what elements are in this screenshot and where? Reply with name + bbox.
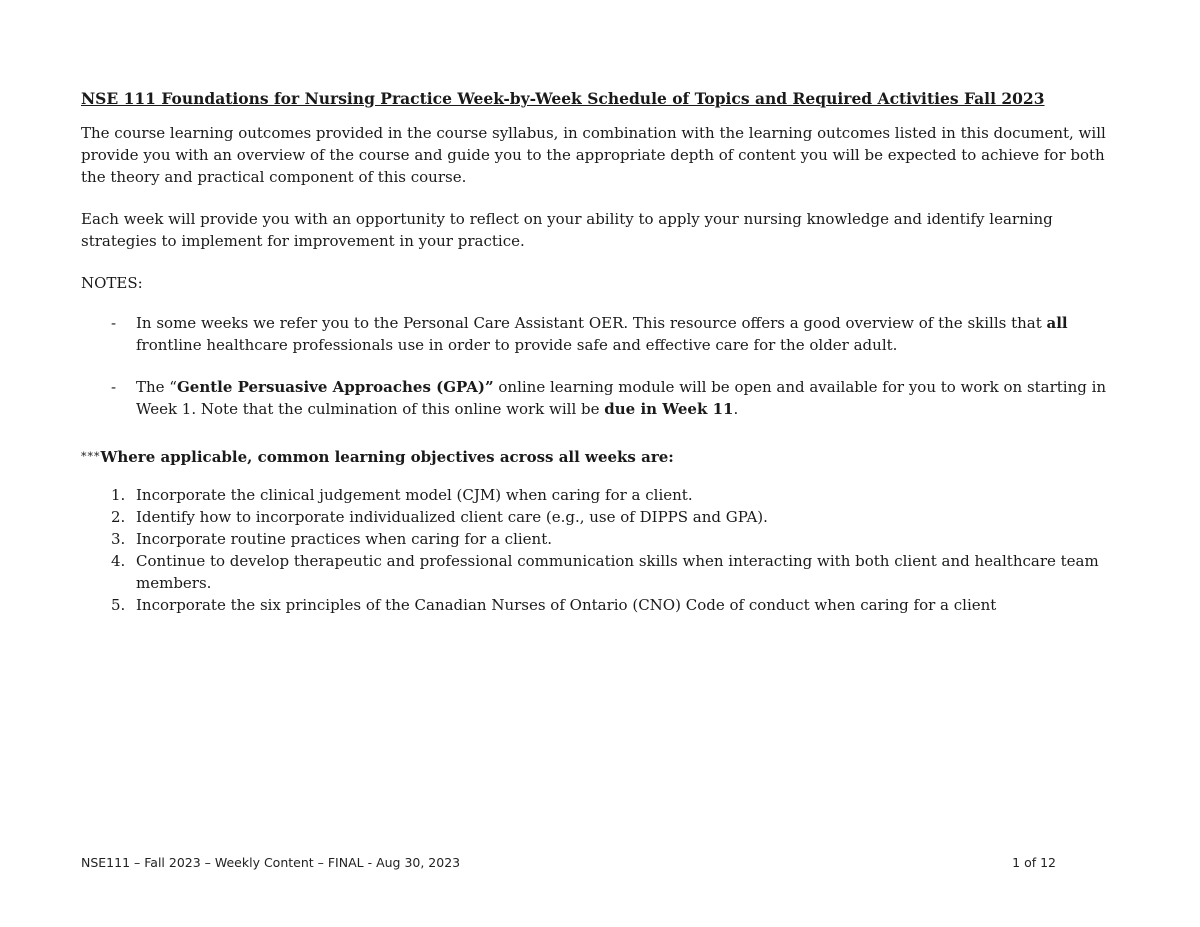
objective-item — [81, 550, 1121, 594]
objective-number: 5. — [111, 596, 126, 614]
objective-number: 3. — [111, 530, 126, 548]
document-page — [81, 88, 1121, 616]
note-emphasis: due in Week 11 — [604, 400, 734, 418]
list-dash-marker: - — [111, 314, 117, 332]
objective-number: 4. — [111, 552, 126, 570]
list-dash-marker: - — [111, 378, 117, 396]
note-item — [81, 312, 1121, 356]
objectives-heading — [81, 446, 1121, 468]
objectives-stars: *** — [81, 450, 101, 463]
note-text: online learning module will be open and available for you to work on starting in Week 1. Note that the culmination of this online work will be — [136, 378, 1107, 418]
notes-label: NOTES: — [81, 274, 143, 292]
page-footer — [81, 855, 1056, 870]
page-number: 1 of 12 — [1012, 855, 1056, 870]
document-title: NSE 111 Foundations for Nursing Practice Week-by-Week Schedule of Topics and Required Activities Fall 2023 — [81, 89, 1045, 108]
notes-list — [81, 312, 1121, 420]
intro-paragraph-2: Each week will provide you with an opportunity to reflect on your ability to apply your nursing knowledge and identify learning strategies to implement for improvement in your practice. — [81, 210, 1053, 250]
note-emphasis: all — [1046, 314, 1068, 332]
objective-number: 1. — [111, 486, 126, 504]
note-text: . — [733, 400, 739, 418]
objective-item — [81, 594, 1121, 616]
objective-text: Continue to develop therapeutic and professional communication skills when interacting with both client and healthcare team members. — [136, 552, 1099, 592]
objective-text: Incorporate routine practices when caring for a client. — [136, 530, 552, 548]
objective-item — [81, 506, 1121, 528]
objective-text: Identify how to incorporate individualized client care (e.g., use of DIPPS and GPA). — [136, 508, 768, 526]
objective-item — [81, 528, 1121, 550]
objective-text: Incorporate the six principles of the Canadian Nurses of Ontario (CNO) Code of conduct when caring for a client — [136, 596, 997, 614]
objectives-list — [81, 484, 1121, 616]
objective-text: Incorporate the clinical judgement model (CJM) when caring for a client. — [136, 486, 693, 504]
note-item — [81, 376, 1121, 420]
note-text: In some weeks we refer you to the Personal Care Assistant OER. This resource offers a good overview of the skills that — [136, 314, 1047, 332]
intro-paragraph-1: The course learning outcomes provided in the course syllabus, in combination with the learning outcomes listed in this document, will provide you with an overview of the course and guide you to the appropriate depth of content you will be expected to achieve for both the theory and practical component of this course. — [81, 124, 1106, 186]
objectives-heading-text: Where applicable, common learning objectives across all weeks are: — [100, 448, 674, 466]
note-text: frontline healthcare professionals use in order to provide safe and effective care for the older adult. — [136, 336, 898, 354]
objective-item — [81, 484, 1121, 506]
note-text: The “ — [136, 378, 177, 396]
footer-document-info: NSE111 – Fall 2023 – Weekly Content – FINAL - Aug 30, 2023 — [81, 855, 461, 870]
note-emphasis: Gentle Persuasive Approaches (GPA)” — [176, 378, 494, 396]
objective-number: 2. — [111, 508, 126, 526]
